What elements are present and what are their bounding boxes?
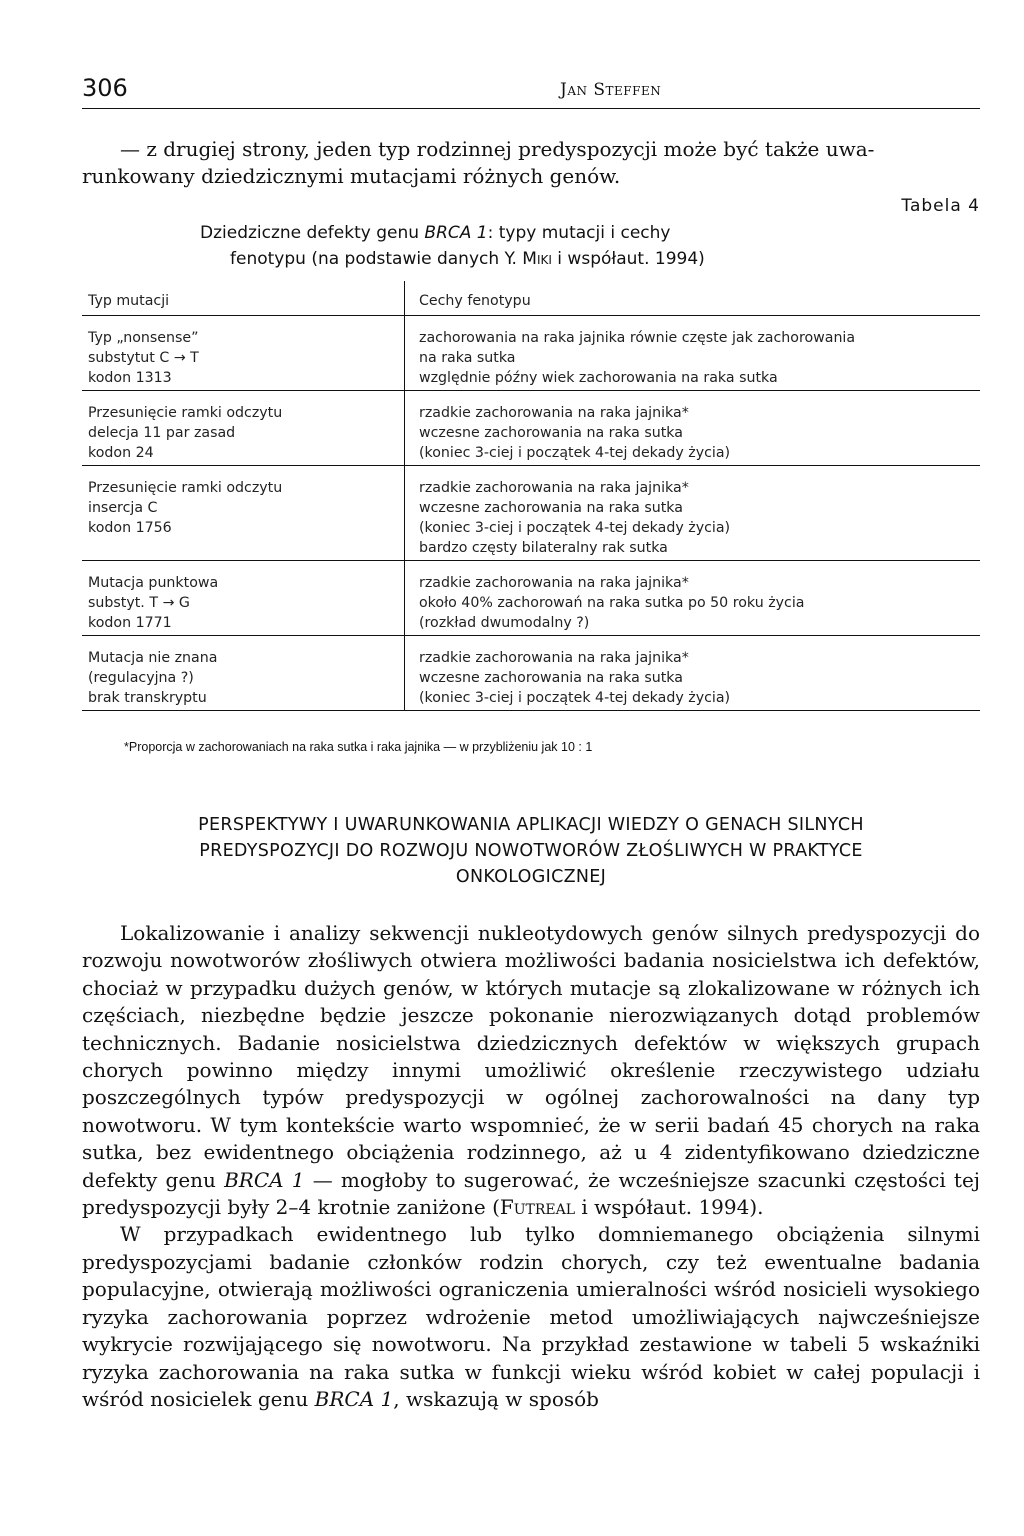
mutation-table [82, 281, 980, 711]
table-row [82, 466, 980, 561]
phenotype-cell: rzadkie zachorowania na raka jajnika* wczesne zachorowania na raka sutka (koniec 3-ciej i początek 4-tej dekady życia) [405, 636, 981, 711]
table-row [82, 561, 980, 636]
intro-line-2: runkowany dziedzicznymi mutacjami różnych genów. [82, 164, 621, 188]
column-header-mutation: Typ mutacji [82, 281, 405, 316]
mutation-cell: Typ „nonsense” substytut C → T kodon 1313 [82, 316, 405, 391]
section-title: PERSPEKTYWY I UWARUNKOWANIA APLIKACJI WIEDZY O GENACH SILNYCH PREDYSPOZYCJI DO ROZWOJU NOWOTWORÓW ZŁOŚLIWYCH W PRAKTYCE ONKOLOGICZNEJ [198, 815, 864, 887]
phenotype-cell: rzadkie zachorowania na raka jajnika* około 40% zachorowań na raka sutka po 50 roku życia (rozkład dwumodalny ?) [405, 561, 981, 636]
mutation-cell: Przesunięcie ramki odczytu insercja C kodon 1756 [82, 466, 405, 561]
mutation-cell: Mutacja punktowa substyt. T → G kodon 1771 [82, 561, 405, 636]
phenotype-cell: rzadkie zachorowania na raka jajnika* wczesne zachorowania na raka sutka (koniec 3-ciej i początek 4-tej dekady życia) bardzo częsty bilateralny rak sutka [405, 466, 981, 561]
phenotype-cell: zachorowania na raka jajnika równie częste jak zachorowania na raka sutka względnie późny wiek zachorowania na raka sutka [405, 316, 981, 391]
paragraph-1: Lokalizowanie i analizy sekwencji nukleotydowych genów silnych predyspozycji do rozwoju nowotworów złośliwych otwiera możliwości badania nosicielstwa ich defektów, chociaż w przypadku dużych genów, w których mutacje są zlokalizowane w różnych ich częściach, niezbędne będzie jeszcze pokonanie nierozwiązanych dotąd problemów technicznych. Badanie nosicielstwa dziedzicznych defektów w większych grupach chorych powinno między innymi umożliwić określenie rzeczywistego udziału poszczególnych typów predyspozycji w ogólnej zachorowalności na dany typ nowotworu. W tym kontekście warto wspomnieć, że w serii badań 45 chorych na raka sutka, bez ewidentnego obciążenia rodzinnego, aż u 4 zidentyfikowano dziedziczne defekty genu BRCA 1 — mogłoby to sugerować, że wcześniejsze szacunki częstości tej predyspozycji były 2–4 krotnie zaniżone (Futreal i współaut. 1994). [82, 921, 981, 1220]
table-row [82, 391, 980, 466]
table-row [82, 316, 980, 391]
table-footnote: *Proporcja w zachorowaniach na raka sutka i raka jajnika — w przybliżeniu jak 10 : 1 [124, 740, 593, 754]
body-text [82, 920, 980, 1413]
paragraph-2: W przypadkach ewidentnego lub tylko domniemanego obciążenia silnymi predyspozycjami badanie członków rodzin chorych, czy też ewentualne badania populacyjne, otwierają możliwości ograniczenia umieralności wśród nosicieli wysokiego ryzyka zachorowania poprzez wdrożenie metod umożliwiających najwcześniejsze wykrycie rozwijającego się nowotworu. Na przykład zestawione w tabeli 5 wskaźniki ryzyka zachorowania na raka sutka w funkcji wieku wśród kobiet w całej populacji i wśród nosicielek genu BRCA 1, wskazują w sposób [82, 1222, 980, 1411]
caption-line-2: fenotypu (na podstawie danych Y. Miki i współaut. 1994) [230, 249, 705, 269]
page-header [82, 74, 980, 109]
table-caption [200, 220, 860, 272]
table-label: Tabela 4 [901, 196, 980, 216]
intro-line-1: — z drugiej strony, jeden typ rodzinnej predyspozycji może być także uwa- [120, 137, 875, 161]
table-row [82, 636, 980, 711]
caption-line-1: Dziedziczne defekty genu BRCA 1: typy mutacji i cechy [200, 223, 671, 243]
intro-paragraph [82, 136, 980, 190]
phenotype-cell: rzadkie zachorowania na raka jajnika* wczesne zachorowania na raka sutka (koniec 3-ciej i początek 4-tej dekady życia) [405, 391, 981, 466]
column-header-phenotype: Cechy fenotypu [405, 281, 981, 316]
running-head: Jan Steffen [560, 80, 662, 100]
mutation-cell: Przesunięcie ramki odczytu delecja 11 par zasad kodon 24 [82, 391, 405, 466]
mutation-cell: Mutacja nie znana (regulacyjna ?) brak transkryptu [82, 636, 405, 711]
page-number: 306 [82, 74, 128, 102]
